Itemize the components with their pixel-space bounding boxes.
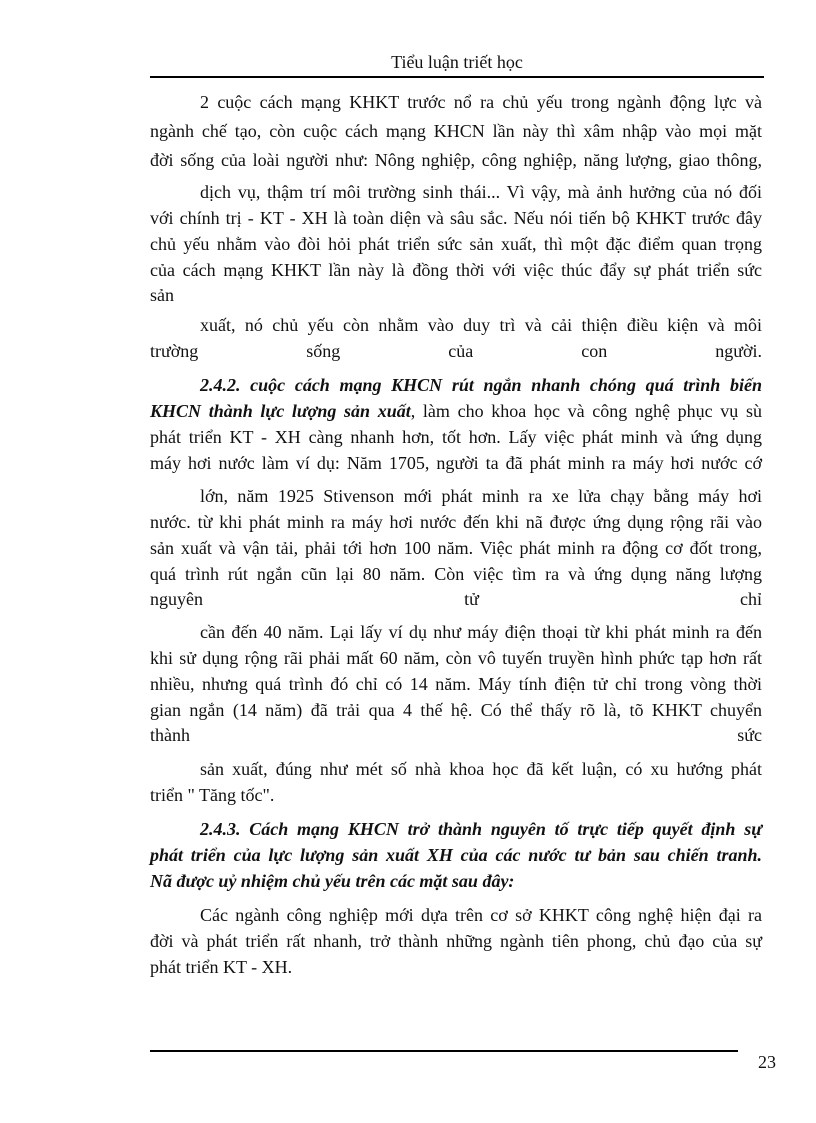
- body-line: quá trình rút ngắn cũn lại 80 năm. Còn việc tìm ra và ứng dụng năng lượng: [150, 564, 762, 584]
- body-line: sản xuất và vận tải, phải tới hơn 100 năm. Việc phát minh ra động cơ đốt trong,: [150, 538, 762, 558]
- section-heading-2-4-2: 2.4.2. cuộc cách mạng KHCN rút ngắn nhanh chóng quá trình biến: [200, 375, 762, 395]
- body-text: , làm cho khoa học và công nghệ phục vụ sù: [410, 401, 762, 421]
- body-line: nước. từ khi phát minh ra máy hơi nước đến khi nã được ứng dụng rộng rãi vào: [150, 512, 762, 532]
- body-line: sản: [150, 285, 174, 305]
- body-line: cần đến 40 năm. Lại lấy ví dụ như máy điện thoại từ khi phát minh ra đến: [200, 622, 762, 642]
- footer-rule: [150, 1050, 738, 1052]
- body-line: trường sống của con người.: [150, 341, 762, 361]
- body-line: ngành chế tạo, còn cuộc cách mạng KHCN lần này thì xâm nhập vào mọi mặt: [150, 121, 762, 141]
- body-line: triển " Tăng tốc".: [150, 785, 275, 805]
- body-line: chủ yếu nhằm vào đòi hỏi phát triển sức sản xuất, thì một đặc điểm quan trọng: [150, 234, 762, 254]
- body-line: nguyên tử chỉ: [150, 589, 762, 609]
- body-line: phát triển KT - XH càng nhanh hơn, tốt hơn. Lấy việc phát minh và ứng dụng: [150, 427, 762, 447]
- header-rule: [150, 76, 764, 78]
- section-heading-2-4-3-cont: Nã được uỷ nhiệm chủ yếu trên các mặt sau đây:: [150, 871, 515, 891]
- body-line: sản xuất, đúng như mét số nhà khoa học đã kết luận, có xu hướng phát: [200, 759, 762, 779]
- body-line: đời và phát triển rất nhanh, trở thành những ngành tiên phong, chủ đạo của sự: [150, 931, 762, 951]
- body-line: dịch vụ, thậm trí môi trường sinh thái... Vì vậy, mà ảnh hưởng của nó đối: [200, 182, 762, 202]
- body-line: khi sử dụng rộng rãi phải mất 60 năm, còn vô tuyến truyền hình phức tạp hơn rất: [150, 648, 762, 668]
- section-heading-2-4-2-cont: KHCN thành lực lượng sản xuất: [150, 401, 411, 421]
- body-line: [150, 399, 762, 423]
- body-line: đời sống của loài người như: Nông nghiệp, công nghiệp, năng lượng, giao thông,: [150, 150, 762, 170]
- page-number: 23: [758, 1052, 776, 1072]
- body-line: máy hơi nước làm ví dụ: Năm 1705, người ta đã phát minh ra máy hơi nước cớ: [150, 453, 762, 473]
- body-line: lớn, năm 1925 Stivenson mới phát minh ra xe lửa chạy bằng máy hơi: [200, 486, 762, 506]
- body-line: nhiều, nhưng quá trình đó chỉ có 14 năm. Máy tính điện tử chỉ trong vòng thời: [150, 674, 762, 694]
- body-line: thành sức: [150, 725, 762, 745]
- section-heading-2-4-3-cont: phát triển của lực lượng sản xuất XH của các nước tư bản sau chiến tranh.: [150, 845, 762, 865]
- body-line: của cách mạng KHKT lần này là đồng thời với việc thúc đẩy sự phát triển sức: [150, 260, 762, 280]
- section-heading-2-4-3: 2.4.3. Cách mạng KHCN trở thành nguyên tố trực tiếp quyết định sự: [200, 819, 762, 839]
- body-line: phát triển KT - XH.: [150, 957, 293, 977]
- body-line: Các ngành công nghiệp mới dựa trên cơ sở KHKT công nghệ hiện đại ra: [200, 905, 762, 925]
- body-line: gian ngắn (14 năm) đã trải qua 4 thế hệ. Có thể thấy rõ là, tõ KHKT chuyển: [150, 700, 762, 720]
- page-header-title: Tiểu luận triết học: [391, 52, 523, 72]
- body-line: với chính trị - KT - XH là toàn diện và sâu sắc. Nếu nói tiến bộ KHKT trước đây: [150, 208, 762, 228]
- body-line: xuất, nó chủ yếu còn nhằm vào duy trì và cải thiện điều kiện và môi: [200, 315, 762, 335]
- body-line: 2 cuộc cách mạng KHKT trước nổ ra chủ yếu trong ngành động lực và: [200, 92, 762, 112]
